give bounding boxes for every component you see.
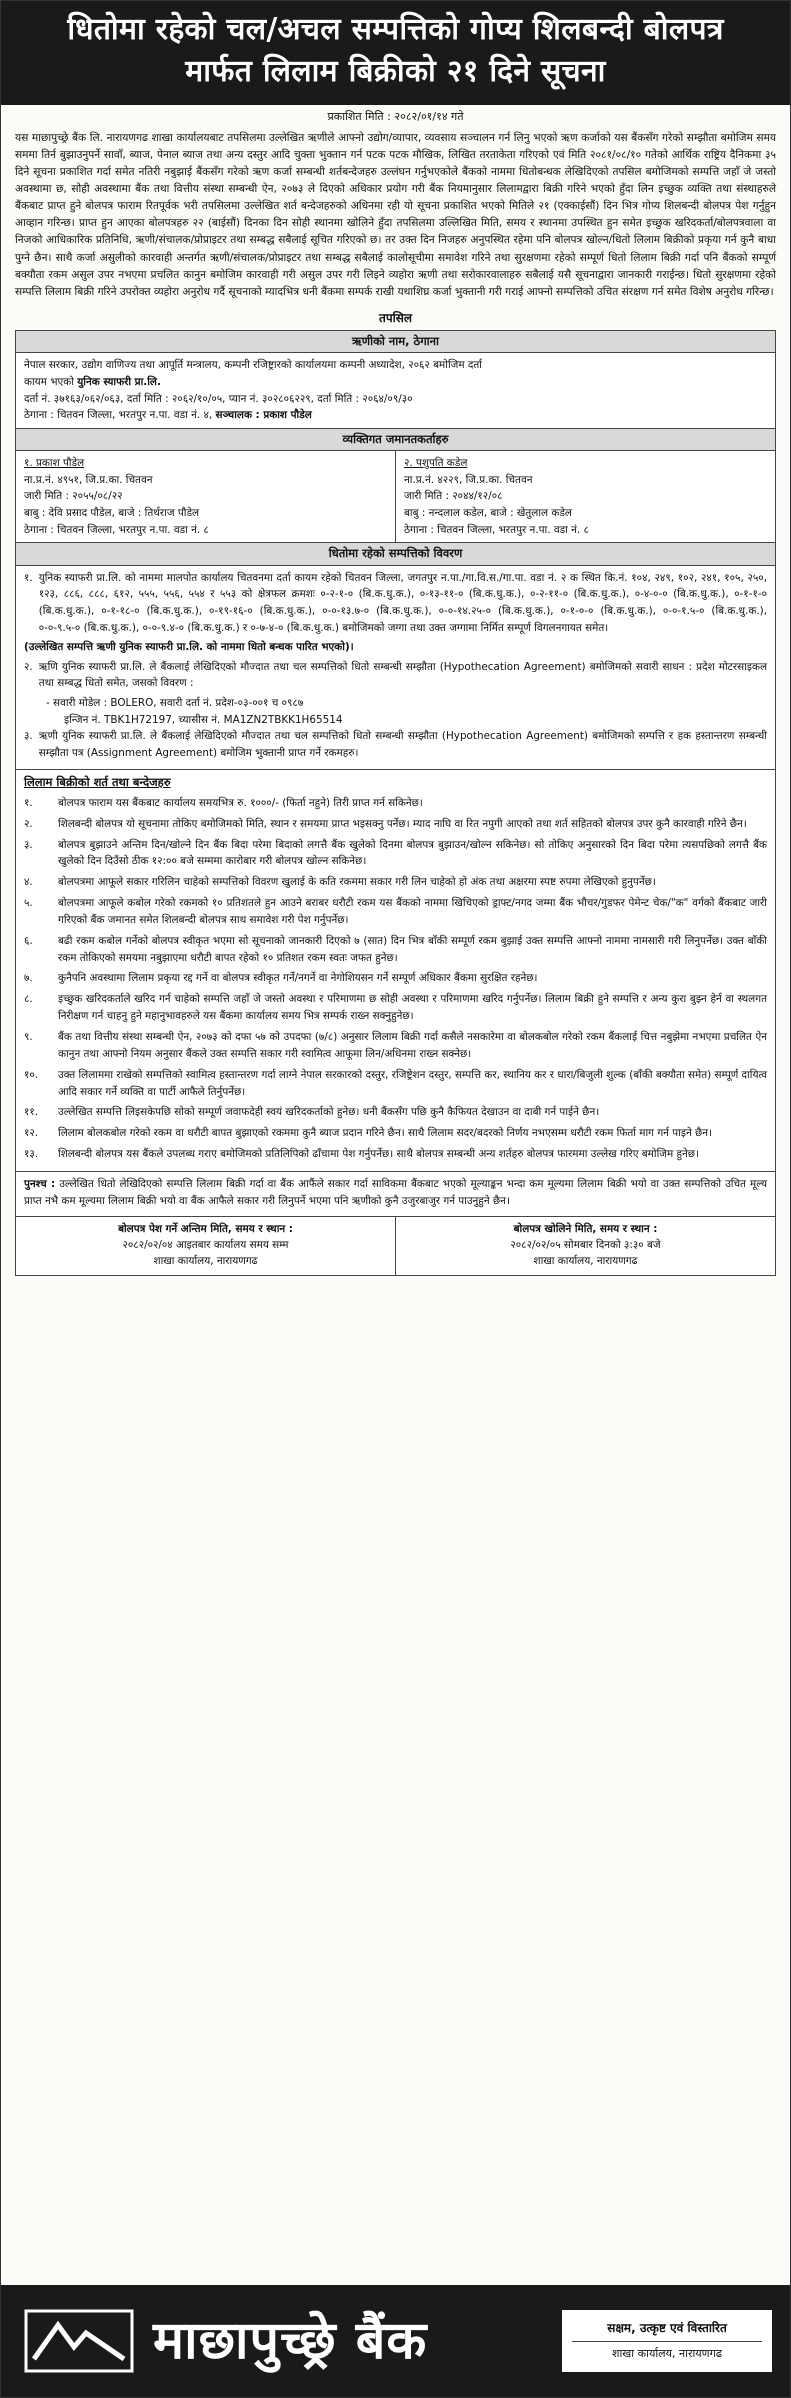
opening-schedule	[395, 1217, 775, 1275]
condition-number: ३.	[24, 838, 33, 851]
property-item-3	[24, 728, 767, 761]
mountain-logo-icon	[19, 2306, 139, 2376]
branch-name: शाखा कार्यालय, नारायणगढ	[611, 2347, 723, 2361]
guarantor-2	[395, 451, 775, 542]
condition-item	[24, 895, 767, 929]
footer-tagline-box	[562, 2310, 772, 2372]
guarantor-1-citizenship: ना.प्र.नं. ४९५१, जि.प्र.का. चितवन	[24, 473, 153, 486]
condition-item	[24, 795, 767, 812]
property-item-3-text: ऋणी युनिक स्याफरी प्रा.लि. ले बैंकलाई लेखिदिएको मौज्दात तथा चल सम्पत्तिको धितो सम्बन्धी सम्झौता (Hypothecation Agreement) बमोजिमको सम्पत्ति र हक हस्तान्तरण सम्बन्धी सम्झौता पत्र (Assignment Agreement) बमोजिम भुक्तानी प्राप्त गर्ने रकमहरु।	[38, 730, 767, 759]
condition-text: लिलाम बोलकबोल गरेको रकम वा धरौटी बापत बुझाएको रकममा कुनै ब्याज प्रदान गरिने छैन। साथै लिलाम सदर/बदरको निर्णय नभएसम्म धरौटी रकम फिर्ता माग गर्न पाइने छैन।	[58, 1127, 712, 1140]
guarantor-1	[16, 451, 395, 542]
condition-number: ८.	[24, 993, 33, 1006]
condition-number: २.	[24, 817, 33, 830]
guarantor-2-family: बाबु : नन्दलाल कडेल, बाजे : खेतुलाल कडेल	[404, 507, 572, 520]
property-heading: धितोमा रहेको सम्पत्तिको विवरण	[16, 542, 775, 565]
condition-text: उल्लेखित सम्पत्ति लिइसकेपछि सोको सम्पूर्ण जवाफदेही स्वयं खरिदकर्ताको हुनेछ। धनी बैंकसँग पछि कुनै कैफियत देखाउन वा दाबी गर्न पाईने छैन।	[58, 1106, 600, 1119]
property-item-2-number: २.	[24, 660, 33, 673]
property-item-1-text: युनिक स्याफरी प्रा.लि. को नाममा मालपोत कार्यालय चितवनमा दर्ता कायम रहेको चितवन जिल्ला, जगतपुर न.पा./गा.वि.स./गा.पा. वडा नं. २ क स्थित कि.नं. १०४, २४९, १०२, २४१, १०५, २५०, १२३, ८८६, ८८८, ६१२, ५५५, ५५६, ५५४ र ५५३ को क्षेत्रफल क्रमशः ०-२-१-० (बि.क.धु.क.), ०-१३-११-० (बि.क.धु.क.), ०-२-११-० (बि.क.धु.क.), ०-४-०-० (बि.क.धु.क.), ०-१-१-० (बि.क.धु.क.), ०-१-१८-० (बि.क.धु.क.), ०-१९-१६-० (बि.क.धु.क.), ०-०-१३.७-० (बि.क.धु.क.), ०-०-१४.२५-० (बि.क.धु.क.), ०-१-०-० (बि.क.धु.क.), ०-०-१.५-० (बि.क.धु.क.), ०-०-९.५-० (बि.क.धु.क.), ०-०-९.४-० (बि.क.धु.क.) र ०-७-४-० (बि.क.धु.क.) बमोजिमको जग्गा तथा उक्त जग्गामा निर्मित सम्पूर्ण विगलनगायत समेत।	[38, 571, 767, 634]
postscript	[16, 1171, 775, 1216]
submission-deadline-title: बोलपत्र पेश गर्ने अन्तिम मिति, समय र स्थान :	[118, 1222, 293, 1235]
conditions-heading: लिलाम बिक्रीको शर्त तथा बन्देजहरु	[24, 774, 171, 789]
condition-number: ७.	[24, 972, 33, 985]
property-item-1	[24, 570, 767, 637]
notice-header	[1, 1, 790, 105]
condition-text: बोलपत्र फाराम यस बैंकबाट कार्यालय समयभित्र रु. १०००/- (फिर्ता नहुने) तिरी प्राप्त गर्न सकिनेछ।	[58, 796, 423, 809]
condition-number: ११.	[24, 1106, 39, 1119]
property-item-2-text: ऋणि युनिक स्याफरी प्रा.लि. ले बैंकलाई लेखिदिएको मौज्दात तथा चल सम्पत्तिको धितो सम्बन्धी सम्झौता (Hypothecation Agreement) बमोजिमको सवारी साधन : प्रदेश मोटरसाइकल तथा सम्बद्ध धितो समेत, जसको विवरण :	[38, 660, 767, 690]
deadline-row	[16, 1216, 775, 1275]
postscript-label: पुनश्च :	[24, 1177, 56, 1190]
opening-schedule-place: शाखा कार्यालय, नारायणगढ	[533, 1254, 638, 1267]
vehicle-model: - सवारी मोडेल : BOLERO, सवारी दर्ता नं. प्रदेश-०३-००१ च ०९८७	[46, 697, 304, 710]
publish-date: प्रकाशित मिति : २०८२/०१/१४ गते	[327, 110, 464, 123]
condition-item	[24, 933, 767, 967]
condition-text: बोलपत्रमा आफूले सकार गरिलिन चाहेको सम्पत्तिको विवरण खुलाई के कति रकममा सकार गरी लिन चाहेको हो अंक तथा अक्षरमा स्पष्ट रुपमा लेखिएको हुनुपर्नेछ।	[58, 876, 656, 889]
bank-tagline: सक्षम, उत्कृष्ट एवं विस्तारित	[572, 2318, 762, 2342]
condition-text: शिलबन्दी बोलपत्र यस बैंकले उपलब्ध गराए बमोजिमको प्रतिलिपिको ढाँचामा पेश गर्नुपर्नेछ। साथै बोलपत्र सम्बन्धी अन्य शर्तहरु बोलपत्र फारममा उल्लेख गरिए बमोजिम हुनेछ।	[58, 1148, 700, 1161]
condition-text: इच्छुक खरिदकर्ताले खरिद गर्न चाहेको सम्पत्ति जहाँ जे जस्तो अवस्था र परिमाणमा छ सोही अवस्था र परिमाणमा खरिद गर्नुपर्नेछ। लिलाम बिक्री हुने सम्पत्ति र अन्य कुरा बुझ्न हेर्न वा स्थलगत निरीक्षण गर्न चाहनु हुने महानुभावहरुले यस बैंकमा कार्यालय समय भित्र सम्पर्क राख्न सक्नुहुनेछ।	[58, 993, 767, 1023]
borrower-address-text: ठेगाना : चितवन जिल्ला, भरतपुर न.पा. वडा नं. ४,	[24, 409, 216, 422]
notice-title-line-1: धितोमा रहेको चल/अचल सम्पत्तिको गोप्य शिलबन्दी बोलपत्र	[67, 12, 724, 47]
property-details	[16, 566, 775, 769]
property-item-2	[24, 659, 767, 692]
condition-item	[24, 991, 767, 1025]
condition-text: बोलपत्रमा आफूले कबोल गरेको रकमको १० प्रतिशतले हुन आउने बराबर धरौटी रकम यस बैंकको नाममा खिचिएको ड्राफ्ट/नगद जम्मा बैंक भौचर/गुडफर पेमेन्ट चेक/"क" वर्गको बैंकबाट जारी गरिएको बैंक जमानत समेत शिलबन्दी बोलपत्र साथ समावेश गरी पेश गर्नुपर्नेछ।	[58, 897, 767, 926]
condition-item	[24, 1029, 767, 1063]
condition-text: बैंक तथा वित्तीय संस्था सम्बन्धी ऐन, २०७३ को दफा ५७ को उपदफा (७/८) अनुसार लिलाम बिक्री गर्दा कसैले नसकारेमा वा बोलकबोल गरेको रकम बैंकलाई चित्त नबुझेमा नभएमा प्रचलित ऐन कानुन तथा आफ्नो नियम अनुसार बैंकले उक्त सम्पत्ति सकार गरी स्वामित्व आफूमा लिन/अधिनमा राख्न सक्नेछ।	[58, 1031, 767, 1060]
conditions-list	[16, 793, 775, 1171]
condition-text: बोलपत्र बुझाउने अन्तिम दिन/खोल्ने दिन बैंक बिदा परेमा बिदाको लगत्तै बैंक खुलेको दिनमा बोलपत्र बुझाउन/खोल्न सकिनेछ। सो तोकिए अनुसारको दिन बिदा परेमा त्यसपछिको लगत्तै बैंक खुलेको दिन दिउँसो ठीक १२:०० बजे सम्ममा कारोबार गरी बोलपत्र खोल्न सकिनेछ।	[58, 838, 767, 868]
borrower-line-2	[24, 374, 767, 391]
opening-schedule-title: बोलपत्र खोलिने मिति, समय र स्थान :	[513, 1222, 658, 1235]
condition-number: १०.	[24, 1068, 39, 1081]
guarantor-1-issued: जारी मिति : २०५५/०८/२२	[24, 490, 123, 503]
tapasil-label: तपसिल	[378, 311, 412, 326]
condition-text: बढी रकम कबोल गर्नेको बोलपत्र स्वीकृत भएमा सो सूचनाको जानकारी दिएको ७ (सात) दिन भित्र बाँकी सम्पूर्ण रकम बुझाई उक्त सम्पत्ति आफ्नो नाममा नामसारी गरी लिनुपर्नेछ। उक्त बाँकी रकम तोकिएको समयमा नबुझाएमा धरौटी बापत रहेको १० प्रतिशत रकम स्वतः जफत हुनेछ।	[58, 934, 767, 964]
conditions-section	[16, 769, 775, 1171]
notice-title-line-2: मार्फत लिलाम बिक्रीको २१ दिने सूचना	[185, 54, 606, 89]
borrower-line-2-prefix: कायम भएको	[24, 375, 78, 388]
borrower-details	[16, 353, 775, 428]
opening-schedule-date: २०८२/०२/०५ सोमबार दिनको ३:३० बजे	[510, 1238, 661, 1251]
guarantor-2-citizenship: ना.प्र.नं. ४२२९, जि.प्र.का. चितवन	[404, 473, 533, 486]
property-pledge-note: (उल्लेखित सम्पत्ति ऋणी युनिक स्याफरी प्रा.लि. को नाममा धितो बन्धक पारित भएको)।	[24, 641, 354, 654]
condition-number: ४.	[24, 876, 33, 889]
condition-item	[24, 816, 767, 833]
borrower-director: सञ्चालक : प्रकाश पौडेल	[215, 409, 312, 422]
guarantor-2-issued: जारी मिति : २०४४/१२/०८	[404, 490, 503, 503]
condition-number: ६.	[24, 934, 33, 947]
submission-deadline	[16, 1217, 395, 1275]
condition-item	[24, 1146, 767, 1163]
submission-deadline-place: शाखा कार्यालय, नारायणगढ	[153, 1254, 258, 1267]
bank-footer	[1, 2285, 790, 2397]
condition-item	[24, 1125, 767, 1142]
guarantor-1-name: १. प्रकाश पौडेल	[24, 457, 85, 470]
condition-item	[24, 1067, 767, 1101]
guarantors-row	[16, 451, 775, 542]
condition-text: कुनैपनि अवस्थामा लिलाम प्रकृया रद्द गर्ने वा बोलपत्र स्वीकृत गर्ने/नगर्ने वा नेगोशियसन गर्ने सम्पूर्ण अधिकार बैंकमा सुरक्षित रहनेछ।	[58, 972, 538, 985]
condition-item	[24, 837, 767, 871]
guarantor-1-family: बाबु : देवि प्रसाद पौडेल, बाजे : तिर्थराज पौडेल	[24, 507, 200, 520]
condition-text: उक्त लिलाममा राखेको सम्पत्तिको स्वामित्व हस्तान्तरण गर्दा लाग्ने नेपाल सरकारको दस्तुर, रजिष्ट्रेशन दस्तुर, सम्पत्ति कर, स्थानिय कर र धारा/बिजुली शुल्क (बाँकी बक्यौता समेत) सम्पूर्ण दायित्व आदि सकार गर्ने व्यक्ति वा पार्टी आफैले तिर्नुपर्नेछ।	[58, 1068, 768, 1098]
borrower-name: युनिक स्याफरी प्रा.लि.	[77, 375, 161, 388]
condition-item	[24, 874, 767, 891]
property-item-3-number: ३.	[24, 730, 33, 743]
borrower-registration: दर्ता नं. ३७१६३/०६२/०६३, दर्ता मिति : २०६२/१०/०५, प्यान नं. ३०२८०६२२९, दर्ता मिति : २०६४/०९/३०	[24, 392, 413, 405]
details-table	[15, 330, 776, 1276]
postscript-text: उल्लेखित धितो लेखिदिएको सम्पत्ति लिलाम बिक्री गर्दा वा बैंक आफैंले सकार गर्दा साविकमा बैंकबाट भएको मूल्याङ्कन भन्दा कम मूल्यमा लिलाम बिक्री भयो वा उक्त सम्पत्तिको उचित मूल्य प्राप्त नभै कम मूल्यमा लिलाम बिक्री भयो वा बैंक आफैले सकार गरी लिनुपर्ने भएमा पनि ऋणीको कुनै उजुरबाजुर गर्न पाउनुहुने छैन।	[24, 1177, 767, 1207]
condition-number: १.	[24, 796, 33, 809]
bank-name: माछापुच्छ्रे बैंक	[153, 2311, 428, 2371]
condition-number: १२.	[24, 1127, 39, 1140]
borrower-address	[24, 407, 767, 424]
condition-number: ५.	[24, 897, 33, 910]
condition-number: १३.	[24, 1148, 39, 1161]
vehicle-engine-chassis: इन्जिन नं. TBK1H72197, च्यासीस नं. MA1ZN2TBKK1H65514	[64, 713, 343, 726]
intro-paragraph: यस माछापुच्छ्रे बैंक लि. नारायणगढ शाखा कार्यालयबाट तपसिलमा उल्लेखित ऋणीले आफ्नो उद्योग/व्यापार, व्यवसाय सञ्चालन गर्न लिनु भएको ऋण कर्जाको यस बैंकसँग गरेको सम्झौता बमोजिम समय सममा तिर्न बुझाउनुपर्ने सावाँ, ब्याज, पेनाल ब्याज तथा अन्य दस्तुर आदि चुक्ता भुक्तान गर्न पटक पटक मौखिक, लिखित तरताकेता गरिएको एवं मिति २०८१/०८/१० गतेको आर्थिक राष्ट्रिय दैनिकमा ३५ दिने सूचना प्रकाशित गर्दा समेत नतिरी नबुझाई बैंकसँग गरेको ऋण कर्जा सम्बन्धी शर्तबन्देजहरु उल्लंघन गर्नुभएकोले बैंकको नाममा धितोबन्धक लेखिदिएको तपसिल बमोजिमको सम्पत्ति जहाँ जे जस्तो अवस्थामा छ, सोही अवस्थामा बैंक तथा वित्तीय संस्था सम्बन्धी ऐन, २०७३ ले दिएको अधिकार प्रयोग गरी बैंक नियमानुसार लिलामद्वारा बिक्री गरिने भएको हुँदा लिन इच्छुक व्यक्ति तथा संस्थाहरुले बैंकबाट प्राप्त हुने बोलपत्र फाराम रितपूर्वक भरी तपसिलमा उल्लेखित शर्त बन्देजहरुको अधिनमा रही यो सूचना प्रकाशित भएको मितिले २१ (एक्काईसौं) दिन भित्र गोप्य शिलबन्दी बोलपत्र पेश गर्नुहुन आव्हान गरिन्छ। प्राप्त हुन आएका बोलपत्रहरु २२ (बाईसौं) दिनका दिन सोही स्थानमा खोलिने हुँदा तपसिलमा उल्लिखित मिति, समय र स्थानमा उपस्थित हुन समेत इच्छुक खरिदकर्ता/बोलपत्रवाला वा निजको आधिकारिक प्रतिनिधि, ऋणी/संचालक/प्रोप्राइटर तथा सम्बद्ध सबैलाई सूचित गरिएको छ। तर उक्त दिन निजहरु अनुपस्थित रहेमा पनि बोलपत्र खोल्न/धितो लिलाम बिक्रीको प्रकृया गर्न कुनै बाधा पुग्ने छैन। साथै कर्जा असुलीको कारवाही अन्तर्गत ऋणी/संचालक/प्रोप्राइटर तथा सम्बद्ध सबैलाई कालोसूचीमा समावेश गरिने तथा सुरक्षणमा रहेको सम्पूर्ण धितो लिलाम बिक्री गर्दा पनि बैंकको सम्पूर्ण बक्यौता रकम असुल उपर नभएमा प्रचलित कानुन बमोजिम कारवाही गरी असुल उपर गरी लिइने व्यहोरा ऋणी तथा सरोकारवालाहरु सबैलाई यसै सूचनाद्वारा जानकारी गराईन्छ। धितो सुरक्षणमा रहेको सम्पत्ति लिलाम बिक्री गरिने उपरोक्त व्यहोरा अनुरोध गर्दै सूचनाको म्यादभित्र धनी बैंकमा सम्पर्क राखी यथाशिघ्र कर्जा भुक्तानी गरी गराई आफ्नो सम्पत्तिको उचित संरक्षण गर्न समेत विशेष अनुरोध गरिन्छ।	[15, 131, 776, 298]
borrower-line-1: नेपाल सरकार, उद्योग वाणिज्य तथा आपूर्ति मन्त्रालय, कम्पनी रजिष्ट्रारको कार्यालयमा कम्पनी अध्यादेश, २०६२ बमोजिम दर्ता	[24, 359, 482, 372]
submission-deadline-date: २०८२/०२/०४ आइतबार कार्यालय समय सम्म	[122, 1238, 289, 1251]
condition-text: शिलबन्दी बोलपत्र यो सूचनामा तोकिए बमोजिमको मिति, स्थान र समयमा प्राप्त भइसक्नु पर्नेछ। म्याद नाघि वा रित नपुगी आएको तथा शर्त सहितको बोलपत्र उपर कुनै कारवाही गरिने छैन।	[58, 817, 747, 830]
guarantor-2-address: ठेगाना : चितवन जिल्ला, भरतपुर न.पा. वडा नं. ८	[404, 523, 589, 536]
condition-item	[24, 970, 767, 987]
property-item-1-number: १.	[24, 571, 33, 584]
guarantor-2-name: २. पशुपति कडेल	[404, 457, 468, 470]
borrower-heading: ऋणीको नाम, ठेगाना	[16, 331, 775, 353]
guarantors-heading: व्यक्तिगत जमानतकर्ताहरु	[16, 428, 775, 451]
condition-item	[24, 1104, 767, 1121]
guarantor-1-address: ठेगाना : चितवन जिल्ला, भरतपुर न.पा. वडा नं. ८	[24, 523, 209, 536]
condition-number: ९.	[24, 1031, 33, 1043]
